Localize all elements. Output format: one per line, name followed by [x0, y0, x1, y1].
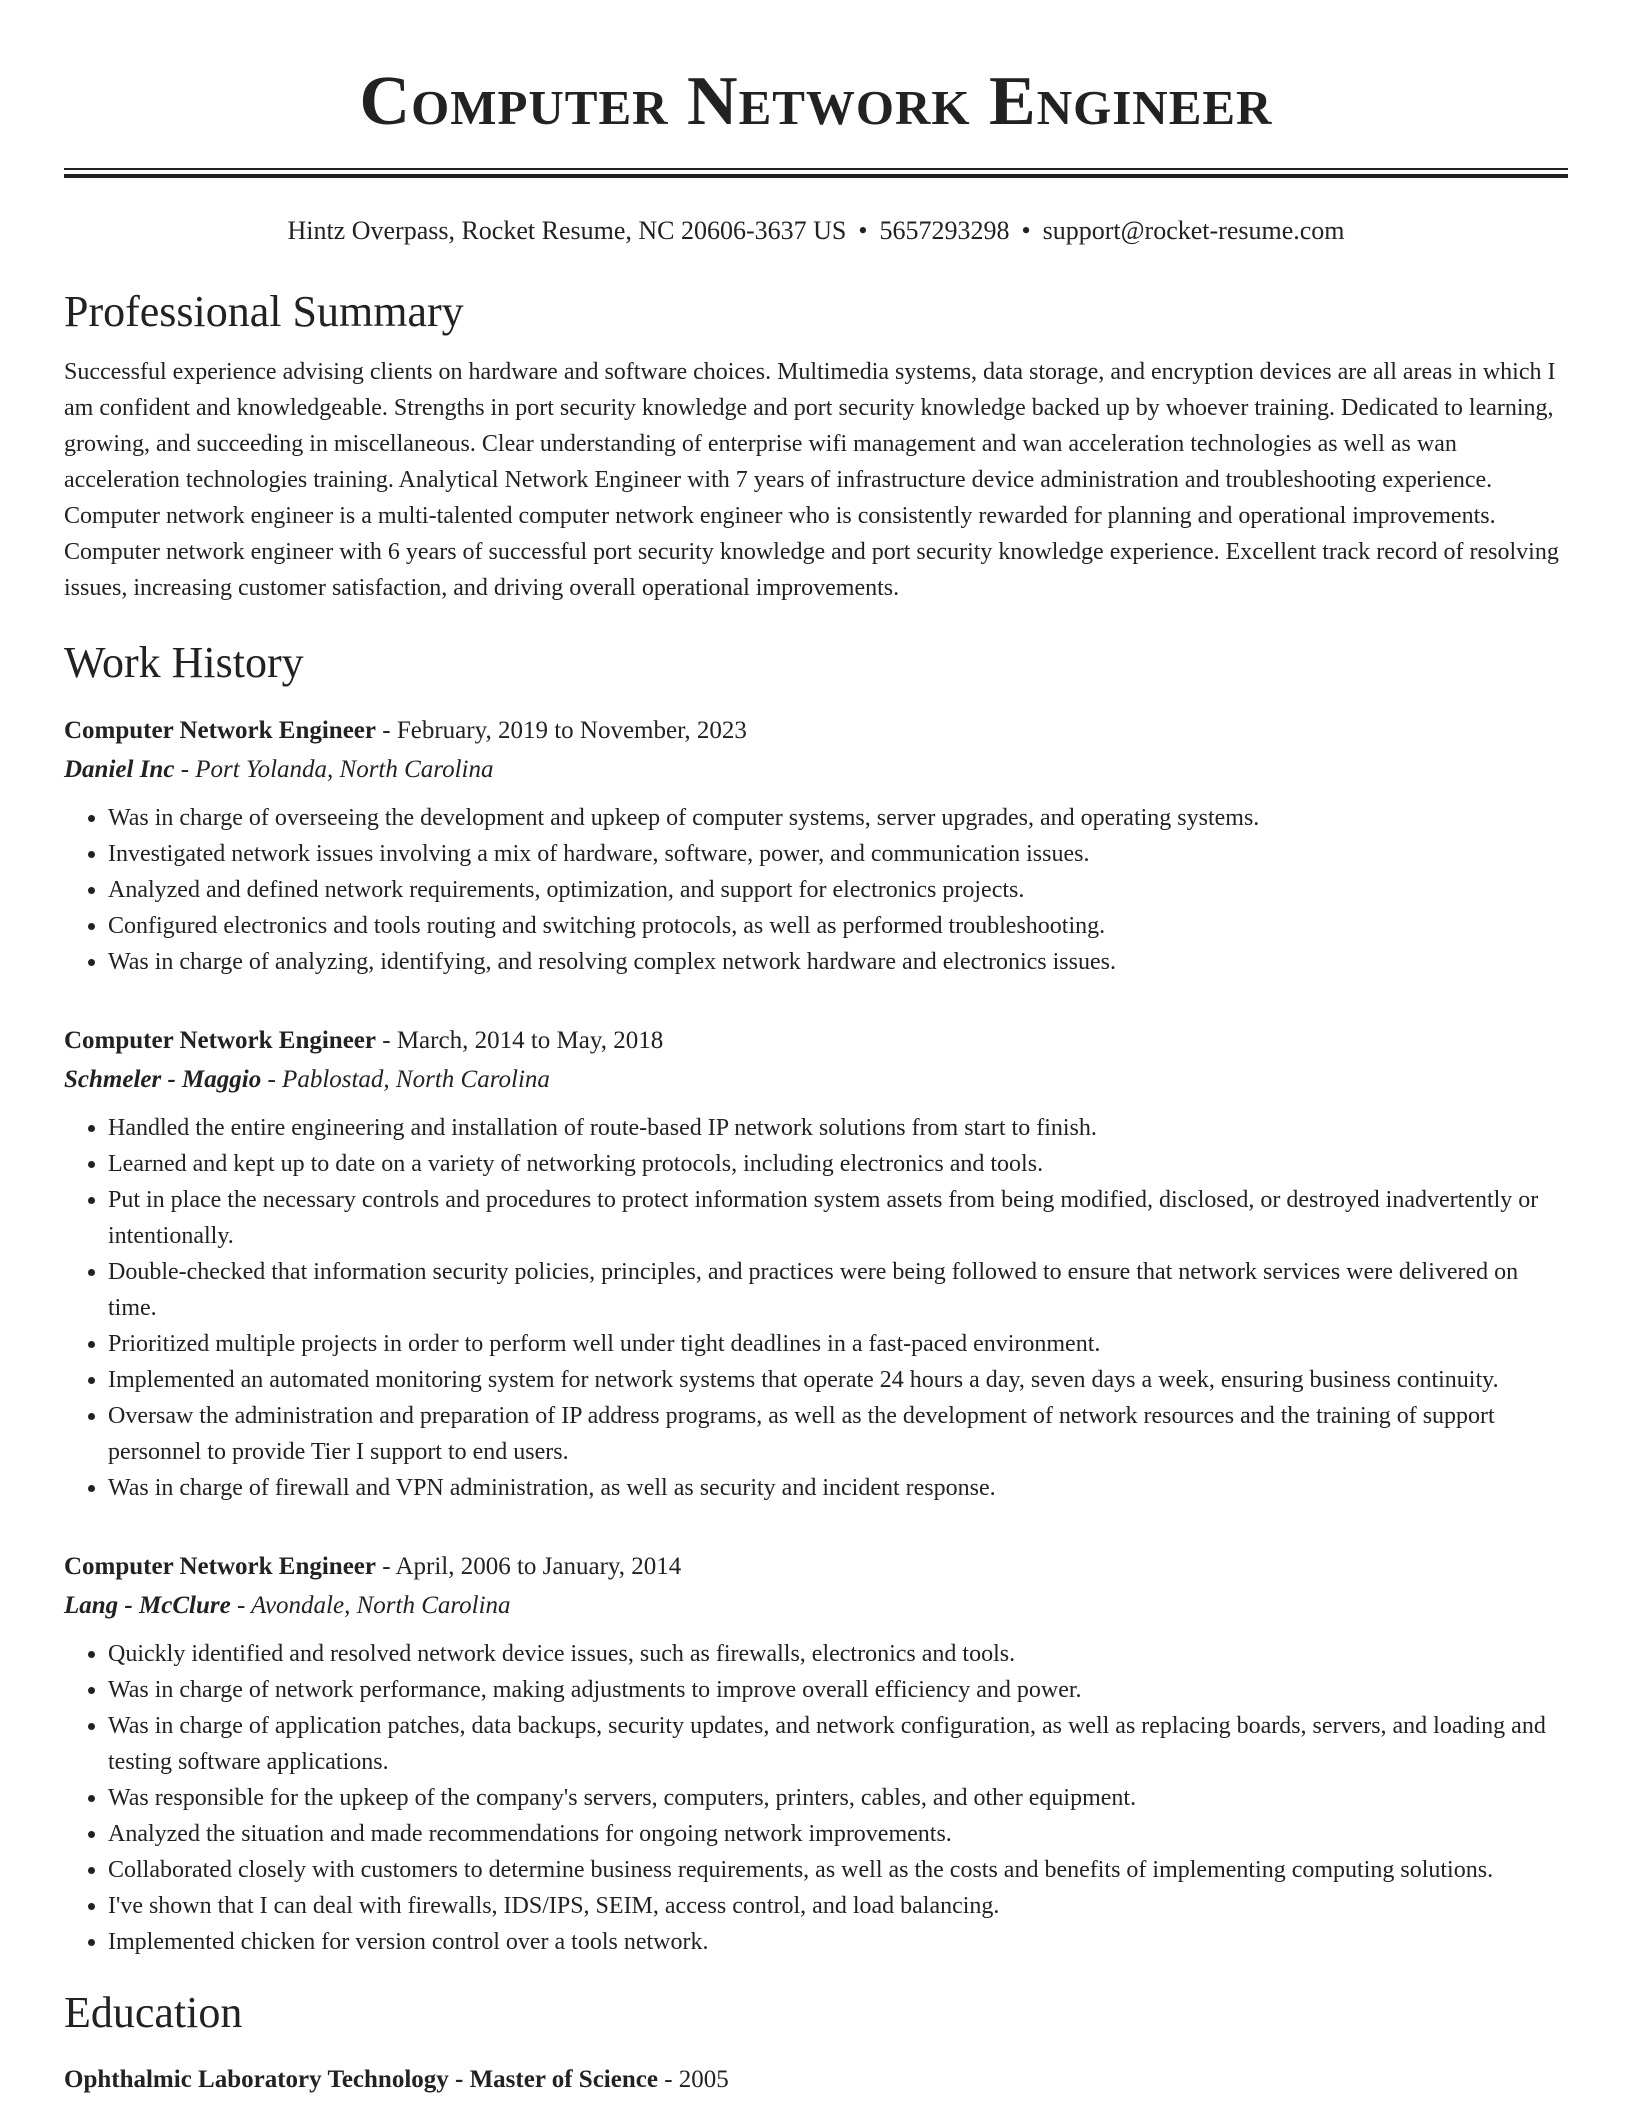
job-bullet: • Analyzed and defined network requirements, optimization, and support for electronics projects.	[108, 872, 1568, 908]
job-bullet: • Implemented chicken for version control over a tools network.	[108, 1924, 1568, 1960]
contact-separator: •	[858, 216, 868, 245]
job-bullet: • Quickly identified and resolved network device issues, such as firewalls, electronics and tools.	[108, 1636, 1568, 1672]
job-bullet: • Investigated network issues involving a mix of hardware, software, power, and communication issues.	[108, 836, 1568, 872]
section-heading-work: Work History	[64, 638, 304, 687]
job-company: Schmeler - Maggio	[64, 1066, 262, 1093]
job-bullet: • Configured electronics and tools routing and switching protocols, as well as performed troubleshooting.	[108, 908, 1568, 944]
job-company: Daniel Inc	[64, 756, 175, 783]
education-degree: Ophthalmic Laboratory Technology - Master of Science	[64, 2066, 658, 2093]
contact-line	[64, 213, 1568, 249]
job-dates: - March, 2014 to May, 2018	[376, 1027, 664, 1054]
job-bullet: • Was responsible for the upkeep of the company's servers, computers, printers, cables, and other equipment.	[108, 1780, 1568, 1816]
job-bullet: • I've shown that I can deal with firewalls, IDS/IPS, SEIM, access control, and load balancing.	[108, 1888, 1568, 1924]
job-title: Computer Network Engineer	[64, 1027, 376, 1054]
job-bullet: • Learned and kept up to date on a variety of networking protocols, including electronics and tools.	[108, 1146, 1568, 1182]
job-entry	[64, 1022, 1568, 1506]
job-entry	[64, 1548, 1568, 1960]
education-section	[64, 1986, 1568, 2098]
job-employer	[64, 1586, 1568, 1626]
job-header	[64, 1548, 1568, 1586]
professional-summary-section	[64, 285, 1568, 606]
job-bullet: • Was in charge of analyzing, identifying, and resolving complex network hardware and electronics issues.	[108, 944, 1568, 980]
job-header	[64, 712, 1568, 750]
contact-address: Hintz Overpass, Rocket Resume, NC 20606-3637 US	[287, 216, 847, 245]
contact-phone: 5657293298	[879, 216, 1010, 245]
job-bullets	[64, 800, 1568, 980]
job-bullet: • Double-checked that information security policies, principles, and practices were being followed to ensure that network services were delivered on time.	[108, 1254, 1568, 1326]
summary-paragraph: Successful experience advising clients on hardware and software choices. Multimedia systems, data storage, and encryption devices are all areas in which I am confident and knowledgeable. Strengths in port security knowledge and port security knowledge backed up by whoever training. Dedicated to learning, growing, and succeeding in miscellaneous. Clear understanding of enterprise wifi management and wan acceleration technologies as well as wan acceleration technologies training. Analytical Network Engineer with 7 years of infrastructure device administration and troubleshooting experience. Computer network engineer is a multi-talented computer network engineer who is consistently rewarded for planning and operational improvements. Computer network engineer with 6 years of successful port security knowledge and port security knowledge experience. Excellent track record of resolving issues, increasing customer satisfaction, and driving overall operational improvements.	[64, 359, 1559, 601]
job-location: - Port Yolanda, North Carolina	[174, 756, 494, 783]
job-bullet: • Was in charge of overseeing the development and upkeep of computer systems, server upgrades, and operating systems.	[108, 800, 1568, 836]
job-dates: - February, 2019 to November, 2023	[376, 717, 747, 744]
job-bullet: • Prioritized multiple projects in order to perform well under tight deadlines in a fast-paced environment.	[108, 1326, 1568, 1362]
job-entry	[64, 712, 1568, 980]
section-heading-summary: Professional Summary	[64, 287, 464, 336]
education-entry	[64, 2062, 1568, 2098]
job-bullet: • Analyzed the situation and made recommendations for ongoing network improvements.	[108, 1816, 1568, 1852]
job-bullet: • Collaborated closely with customers to determine business requirements, as well as the costs and benefits of implementing computing solutions.	[108, 1852, 1568, 1888]
contact-separator: •	[1021, 216, 1031, 245]
job-employer	[64, 1060, 1568, 1100]
job-bullet: • Implemented an automated monitoring system for network systems that operate 24 hours a day, seven days a week, ensuring business continuity.	[108, 1362, 1568, 1398]
job-dates: - April, 2006 to January, 2014	[376, 1553, 682, 1580]
job-bullet: • Was in charge of application patches, data backups, security updates, and network configuration, as well as replacing boards, servers, and loading and testing software applications.	[108, 1708, 1568, 1780]
job-bullet: • Oversaw the administration and preparation of IP address programs, as well as the development of network resources and the training of support personnel to provide Tier I support to end users.	[108, 1398, 1568, 1470]
job-header	[64, 1022, 1568, 1060]
job-bullet: • Handled the entire engineering and installation of route-based IP network solutions from start to finish.	[108, 1110, 1568, 1146]
job-bullet: • Was in charge of firewall and VPN administration, as well as security and incident response.	[108, 1470, 1568, 1506]
education-year: - 2005	[657, 2066, 729, 2093]
title-double-rule	[64, 168, 1568, 178]
contact-email: support@rocket-resume.com	[1042, 216, 1345, 245]
job-bullet: • Put in place the necessary controls and procedures to protect information system assets from being modified, disclosed, or destroyed inadvertently or intentionally.	[108, 1182, 1568, 1254]
job-title: Computer Network Engineer	[64, 1553, 376, 1580]
job-location: - Avondale, North Carolina	[230, 1592, 511, 1619]
job-bullets	[64, 1110, 1568, 1506]
job-company: Lang - McClure	[64, 1592, 231, 1619]
resume-title: Computer Network Engineer	[359, 63, 1273, 140]
job-employer	[64, 750, 1568, 790]
job-bullets	[64, 1636, 1568, 1960]
job-title: Computer Network Engineer	[64, 717, 376, 744]
work-history-section	[64, 636, 1568, 1960]
job-location: - Pablostad, North Carolina	[261, 1066, 550, 1093]
job-bullet: • Was in charge of network performance, making adjustments to improve overall efficiency and power.	[108, 1672, 1568, 1708]
section-heading-education: Education	[64, 1988, 243, 2037]
